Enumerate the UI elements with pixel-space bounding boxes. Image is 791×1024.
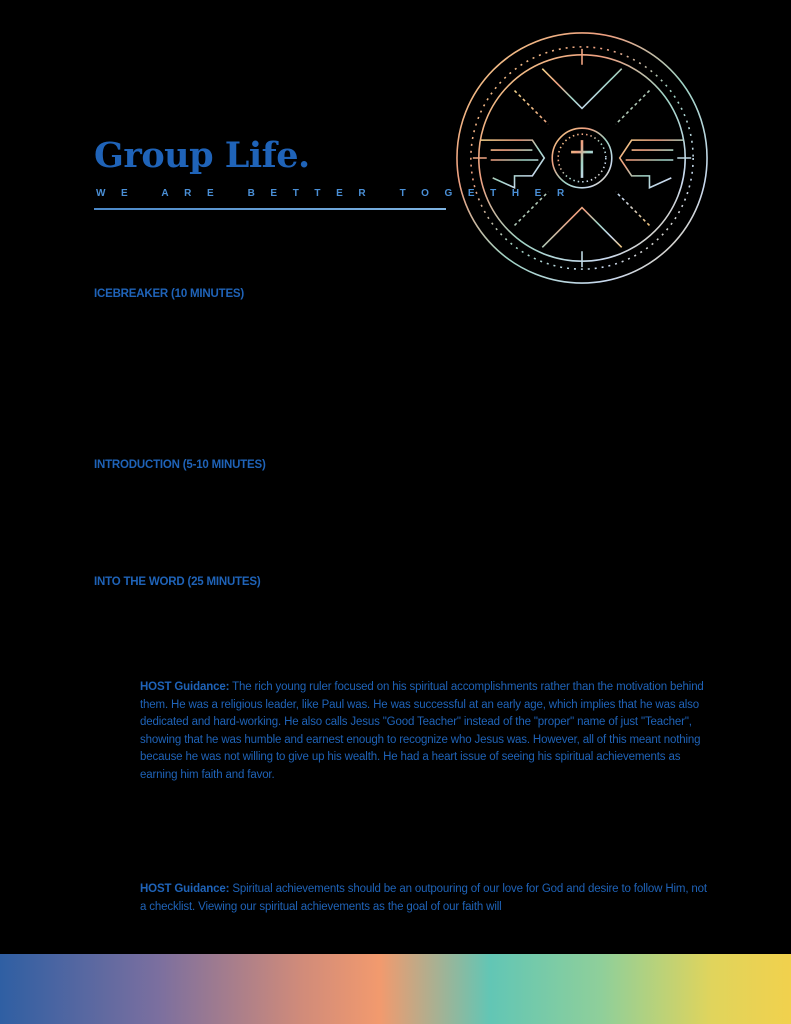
host-guidance-label: HOST Guidance:	[140, 883, 230, 895]
into-the-word-heading: INTO THE WORD (25 MINUTES)	[94, 576, 261, 588]
host-guidance-text: The rich young ruler focused on his spiritual accomplishments rather than the motivation behind them. He was a religious leader, like Paul was. He was successful at an early age, which implies that he was also dedicated and hard-working. He also calls Jesus "Good Teacher" instead of the "proper" name of just "Teacher", showing that he was humble and earnest enough to recognize who Jesus was. However, all of this meant nothing because he was not willing to give up his wealth. He had a heart issue of seeing his spiritual achievements as earning him faith and favor.	[140, 681, 704, 781]
icebreaker-heading: ICEBREAKER (10 MINUTES)	[94, 288, 245, 300]
host-guidance-paragraph	[140, 881, 708, 916]
brand-title: Group Life.	[94, 135, 310, 176]
host-guidance-paragraph	[140, 679, 708, 785]
host-guidance-text: Spiritual achievements should be an outpouring of our love for God and desire to follow Him, not a checklist. Viewing our spiritual achievements as the goal of our faith will	[140, 883, 707, 913]
brand-tagline: WE ARE BETTER TOGETHER	[96, 188, 580, 199]
host-guidance-label: HOST Guidance:	[140, 681, 230, 693]
cross-emblem-icon	[453, 29, 711, 287]
brand-underline	[94, 208, 446, 210]
introduction-heading: INTRODUCTION (5-10 MINUTES)	[94, 459, 266, 471]
gradient-footer-bar	[0, 954, 791, 1024]
